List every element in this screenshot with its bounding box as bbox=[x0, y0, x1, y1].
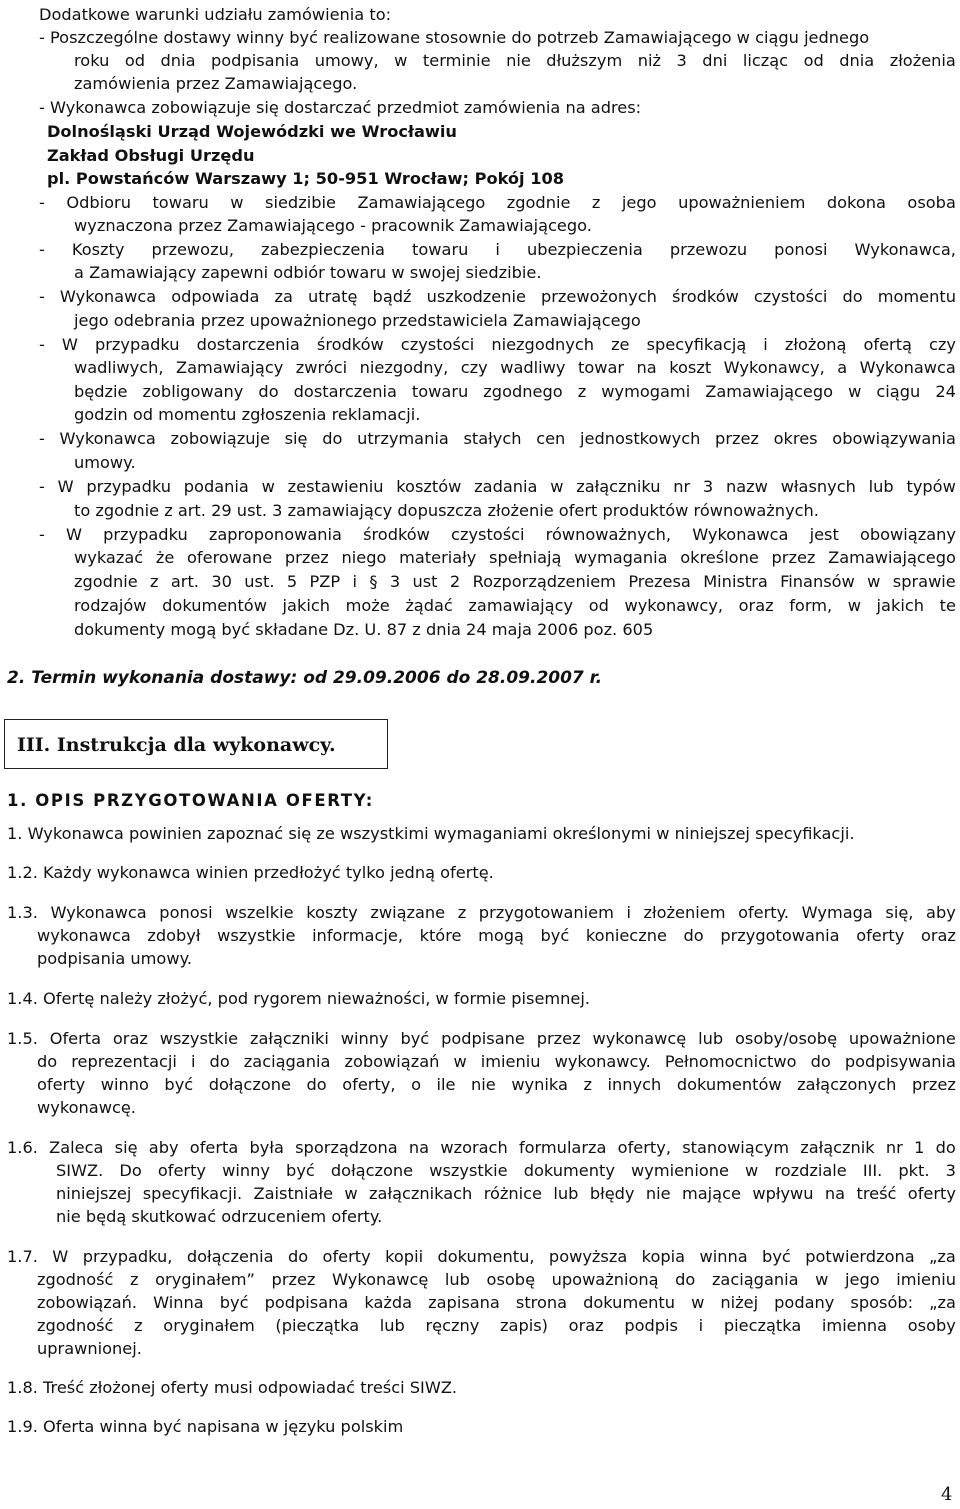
paragraph-1-5-line-4: wykonawcę. bbox=[37, 1098, 136, 1117]
instructions-section-box bbox=[4, 719, 388, 769]
condition-item-6-line-3: będzie zobligowany do dostarczenia towaru zgodnego z wymogami Zamawiającego w ciągu 24 bbox=[74, 382, 956, 401]
condition-item-2: - Wykonawca zobowiązuje się dostarczać przedmiot zamówienia na adres: bbox=[39, 98, 642, 117]
paragraph-1-8: 1.8. Treść złożonej oferty musi odpowiadać treści SIWZ. bbox=[7, 1378, 458, 1397]
paragraph-1-5-line-1: 1.5. Oferta oraz wszystkie załączniki winny być podpisane przez wykonawcę lub osoby/osobę upoważnione bbox=[7, 1029, 956, 1048]
condition-item-7-line-2: umowy. bbox=[74, 453, 136, 472]
paragraph-1-3-line-2: wykonawca zdobył wszystkie informacje, które mogą być konieczne do przygotowania oferty oraz bbox=[37, 926, 956, 945]
condition-item-3-line-2: wyznaczona przez Zamawiającego - pracownik Zamawiającego. bbox=[74, 216, 592, 235]
offer-preparation-heading: 1. OPIS PRZYGOTOWANIA OFERTY: bbox=[7, 791, 374, 810]
condition-item-7-line-1: - Wykonawca zobowiązuje się do utrzymania stałych cen jednostkowych przez okres obowiązywania bbox=[39, 429, 956, 448]
condition-item-1-line-2: roku od dnia podpisania umowy, w terminie nie dłuższym niż 3 dni licząc od dnia złożenia bbox=[74, 51, 956, 70]
paragraph-1-4: 1.4. Ofertę należy złożyć, pod rygorem nieważności, w formie pisemnej. bbox=[7, 989, 591, 1008]
paragraph-1-5-line-3: oferty winno być dołączone do oferty, o ile nie wynika z innych dokumentów załączonych przez bbox=[37, 1075, 956, 1094]
condition-item-1-line-3: zamówienia przez Zamawiającego. bbox=[74, 74, 358, 93]
address-department: Zakład Obsługi Urzędu bbox=[47, 146, 255, 165]
page-number: 4 bbox=[941, 1484, 953, 1505]
paragraph-1: 1. Wykonawca powinien zapoznać się ze wszystkimi wymaganiami określonymi w niniejszej specyfikacji. bbox=[7, 824, 855, 843]
condition-item-8-line-1: - W przypadku podania w zestawieniu kosztów zadania w załączniku nr 3 nazw własnych lub typów bbox=[39, 477, 956, 496]
delivery-term-heading: 2. Termin wykonania dostawy: od 29.09.2006 do 28.09.2007 r. bbox=[7, 668, 603, 688]
paragraph-1-3-line-1: 1.3. Wykonawca ponosi wszelkie koszty związane z przygotowaniem i złożeniem oferty. Wymaga się, aby bbox=[7, 903, 956, 922]
paragraph-1-7-line-4: zgodność z oryginałem (pieczątka lub ręczny zapis) oraz podpis i pieczątka imienna osoby bbox=[37, 1316, 956, 1335]
paragraph-1-6-line-4: nie będą skutkować odrzuceniem oferty. bbox=[56, 1207, 383, 1226]
paragraph-1-7-line-3: zobowiązań. Winna być podpisana każda zapisana strona dokumentu w niżej podany sposób: „za bbox=[37, 1293, 956, 1312]
paragraph-1-5-line-2: do reprezentacji i do zaciągania zobowiązań w imieniu wykonawcy. Pełnomocnictwo do podpisywania bbox=[37, 1052, 956, 1071]
condition-item-9-line-4: rodzajów dokumentów jakich może żądać zamawiający od wykonawcy, oraz form, w jakich te bbox=[74, 596, 956, 615]
paragraph-1-6-line-3: niniejszej specyfikacji. Zaistniałe w załącznikach różnice lub błędy nie mające wpływu na treść oferty bbox=[56, 1184, 956, 1203]
paragraph-1-6-line-2: SIWZ. Do oferty winny być dołączone wszystkie dokumenty wymienione w rozdziale III. pkt. 3 bbox=[56, 1161, 956, 1180]
condition-item-9-line-5: dokumenty mogą być składane Dz. U. 87 z dnia 24 maja 2006 poz. 605 bbox=[74, 620, 654, 639]
condition-item-1-line-1: - Poszczególne dostawy winny być realizowane stosownie do potrzeb Zamawiającego w ciągu jednego bbox=[39, 28, 870, 47]
condition-item-9-line-1: - W przypadku zaproponowania środków czystości równoważnych, Wykonawca jest obowiązany bbox=[39, 525, 956, 544]
condition-item-5-line-2: jego odebrania przez upoważnionego przedstawiciela Zamawiającego bbox=[74, 311, 641, 330]
address-office: Dolnośląski Urząd Wojewódzki we Wrocławiu bbox=[47, 122, 457, 141]
conditions-heading: Dodatkowe warunki udziału zamówienia to: bbox=[39, 5, 392, 24]
paragraph-1-6-line-1: 1.6. Zaleca się aby oferta była sporządzona na wzorach formularza oferty, stanowiącym załącznik nr 1 do bbox=[7, 1138, 956, 1157]
condition-item-9-line-3: zgodnie z art. 30 ust. 5 PZP i § 3 ust 2 Rozporządzeniem Prezesa Ministra Finansów w sprawie bbox=[74, 572, 956, 591]
condition-item-3-line-1: - Odbioru towaru w siedzibie Zamawiającego zgodnie z jego upoważnieniem dokona osoba bbox=[39, 193, 956, 212]
instructions-section-title: III. Instrukcja dla wykonawcy. bbox=[17, 734, 336, 756]
paragraph-1-7-line-1: 1.7. W przypadku, dołączenia do oferty kopii dokumentu, powyższa kopia winna być potwierdzona „za bbox=[7, 1247, 956, 1266]
condition-item-4-line-1: - Koszty przewozu, zabezpieczenia towaru i ubezpieczenia przewozu ponosi Wykonawca, bbox=[39, 240, 956, 259]
paragraph-1-7-line-2: zgodność z oryginałem” przez Wykonawcę lub osobę upoważnioną do zaciągania w jego imieniu bbox=[37, 1270, 956, 1289]
condition-item-6-line-1: - W przypadku dostarczenia środków czystości niezgodnych ze specyfikacją i złożoną ofertą czy bbox=[39, 335, 956, 354]
condition-item-6-line-4: godzin od momentu zgłoszenia reklamacji. bbox=[74, 405, 421, 424]
address-street: pl. Powstańców Warszawy 1; 50-951 Wrocław; Pokój 108 bbox=[47, 169, 565, 188]
condition-item-8-line-2: to zgodnie z art. 29 ust. 3 zamawiający dopuszcza złożenie ofert produktów równoważnych. bbox=[74, 501, 819, 520]
condition-item-4-line-2: a Zamawiający zapewni odbiór towaru w swojej siedzibie. bbox=[74, 263, 542, 282]
paragraph-1-2: 1.2. Każdy wykonawca winien przedłożyć tylko jedną ofertę. bbox=[7, 863, 494, 882]
condition-item-5-line-1: - Wykonawca odpowiada za utratę bądź uszkodzenie przewożonych środków czystości do momentu bbox=[39, 287, 956, 306]
condition-item-6-line-2: wadliwych, Zamawiający zwróci niezgodny, czy wadliwy towar na koszt Wykonawcy, a Wykonawca bbox=[74, 358, 956, 377]
paragraph-1-7-line-5: uprawnionej. bbox=[37, 1339, 142, 1358]
paragraph-1-9: 1.9. Oferta winna być napisana w języku polskim bbox=[7, 1417, 404, 1436]
condition-item-9-line-2: wykazać że oferowane przez niego materiały spełniają wymagania określone przez Zamawiającego bbox=[74, 548, 956, 567]
paragraph-1-3-line-3: podpisania umowy. bbox=[37, 949, 192, 968]
